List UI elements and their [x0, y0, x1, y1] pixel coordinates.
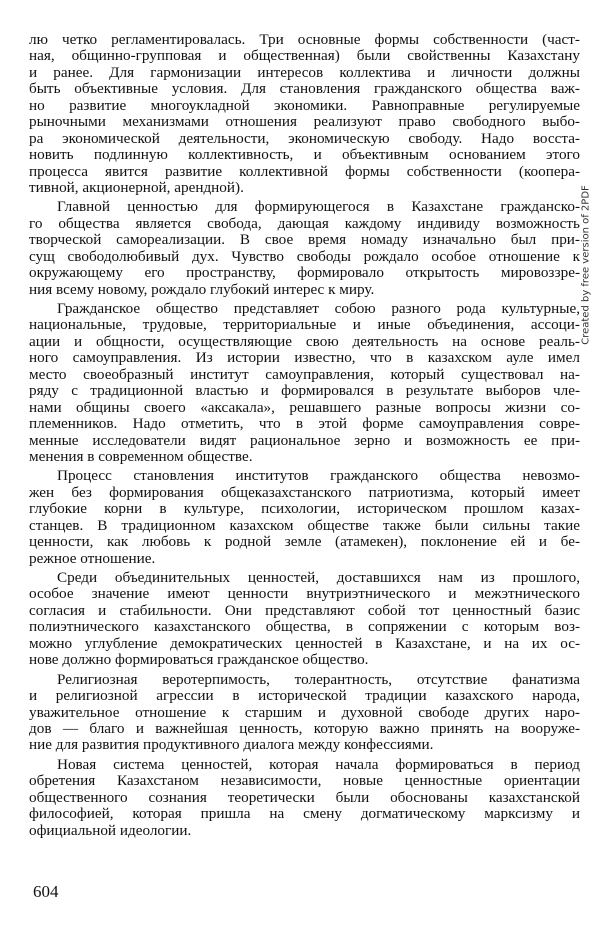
text-line: быть объективные условия. Для становления гражданского общества важ- — [29, 80, 580, 98]
text-line: и религиозной агрессии в исторической традиции казахского народа, — [29, 687, 580, 705]
text-line: ценности, как любовь к родной земле (атамекен), поклонение ей и бе- — [29, 533, 580, 551]
text-line: полиэтнического казахстанского общества, в сопряжении с которым воз- — [29, 618, 580, 636]
text-line: ации и общности, осуществляющие свою деятельность на основе реаль- — [29, 332, 580, 350]
text-line: ра экономической деятельности, экономическую свободу. Надо восста- — [29, 129, 580, 147]
paragraph — [29, 570, 580, 669]
text-line: согласия и стабильности. Они представляют собой тот ценностный базис — [29, 601, 580, 619]
text-line: Религиозная веротерпимость, толерантность, отсутствие фанатизма — [57, 670, 580, 688]
text-line: официальной идеологии. — [29, 821, 192, 839]
text-line: Среди объединительных ценностей, доставшихся нам из прошлого, — [57, 569, 580, 586]
text-line: но развитие многоукладной экономики. Равноправные регулируемые — [29, 96, 580, 114]
text-line: режное отношение. — [29, 549, 156, 567]
text-line: станцев. В традиционном казахском обществе также были сильны такие — [29, 516, 580, 534]
text-line: ряду с традиционной властью и формировался в результате выборов чле- — [29, 382, 580, 400]
watermark — [579, 185, 593, 345]
text-line: национальные, трудовые, территориальные и иные объединения, ассоци- — [29, 316, 580, 334]
text-line: дов — благо и важнейшая ценность, которую важно принять на вооруже- — [29, 719, 580, 737]
text-line: общественного сознания теоретически были обоснованы казахстанской — [29, 788, 580, 806]
text-line: жен без формирования общеказахстанского патриотизма, который имеет — [29, 483, 580, 501]
text-line: менения в современном обществе. — [29, 447, 253, 465]
text-line: философией, которая пришла на смену догматическому марксизму и — [29, 805, 580, 823]
text-line: тивной, акционерной, арендной). — [29, 178, 244, 196]
text-line: место своеобразный институт самоуправления, который существовал на- — [29, 365, 580, 383]
text-line: уважительное отношение к старшим и духовной свободе других наро- — [29, 703, 580, 721]
paragraph — [29, 757, 580, 839]
text-line: глубокие корни в культуре, психологии, историческом прошлом казах- — [29, 500, 580, 518]
body-text — [29, 32, 580, 839]
text-line: можно углубление демократических ценностей в Казахстане, и на их ос- — [29, 634, 580, 652]
text-line: Новая система ценностей, которая начала формироваться в период — [57, 755, 580, 773]
paragraph — [29, 199, 580, 298]
text-line: ния всему новому, рождало глубокий интерес к миру. — [29, 280, 375, 298]
text-line: рыночными механизмами отношения реализуют право свободного выбо- — [29, 113, 580, 131]
text-line: племенников. Надо отметить, что в этой форме самоуправления совре- — [29, 415, 580, 433]
watermark-text: Created by free version of 2PDF — [580, 185, 592, 345]
text-line: Гражданское общество представляет собою разного рода культурные, — [57, 300, 580, 317]
text-line: Процесс становления институтов гражданского общества невозмо- — [57, 467, 580, 485]
text-line: го общества является свобода, дающая каждому индивиду возможность — [29, 214, 580, 232]
text-line: менные исследователи видят рациональное зерно и возможность ее при- — [29, 431, 580, 449]
text-line: нове должно формироваться гражданское общество. — [29, 651, 369, 669]
text-line: обретения Казахстаном независимости, новые ценностные ориентации — [29, 772, 580, 790]
text-line: нами общины своего «аксакала», решавшего разные вопросы жизни со- — [29, 398, 580, 416]
paragraph — [29, 32, 580, 196]
text-line: ного самоуправления. Из истории известно, что в казахском ауле имел — [29, 349, 580, 367]
text-line: особое значение имеют ценности внутриэтнического и межэтнического — [29, 585, 580, 603]
text-line: лю четко регламентировалась. Три основные формы собственности (част- — [29, 31, 580, 48]
text-line: процесса явится развитие коллективной формы собственности (коопера- — [29, 162, 580, 180]
paragraph — [29, 301, 580, 465]
text-line: Главной ценностью для формирующегося в Казахстане гражданско- — [57, 198, 580, 216]
text-line: ная, общинно-групповая и общественная) были свойственны Казахстану — [29, 47, 580, 65]
paragraph — [29, 468, 580, 567]
page-number: 604 — [33, 882, 59, 901]
text-line: ние для развития продуктивного диалога между конфессиями. — [29, 736, 434, 754]
text-line: сущ свободолюбивый дух. Чувство свободы рождало особое отношение к — [29, 247, 580, 265]
text-line: окружающему его пространству, формировало открытость мировоззре- — [29, 264, 580, 282]
text-line: творческой самореализации. В свое время номаду изначально был при- — [29, 231, 580, 249]
paragraph — [29, 672, 580, 754]
text-line: новить подлинную коллективность, и объективным основанием этого — [29, 146, 580, 164]
text-line: и ранее. Для гармонизации интересов коллектива и личности должны — [29, 63, 580, 81]
